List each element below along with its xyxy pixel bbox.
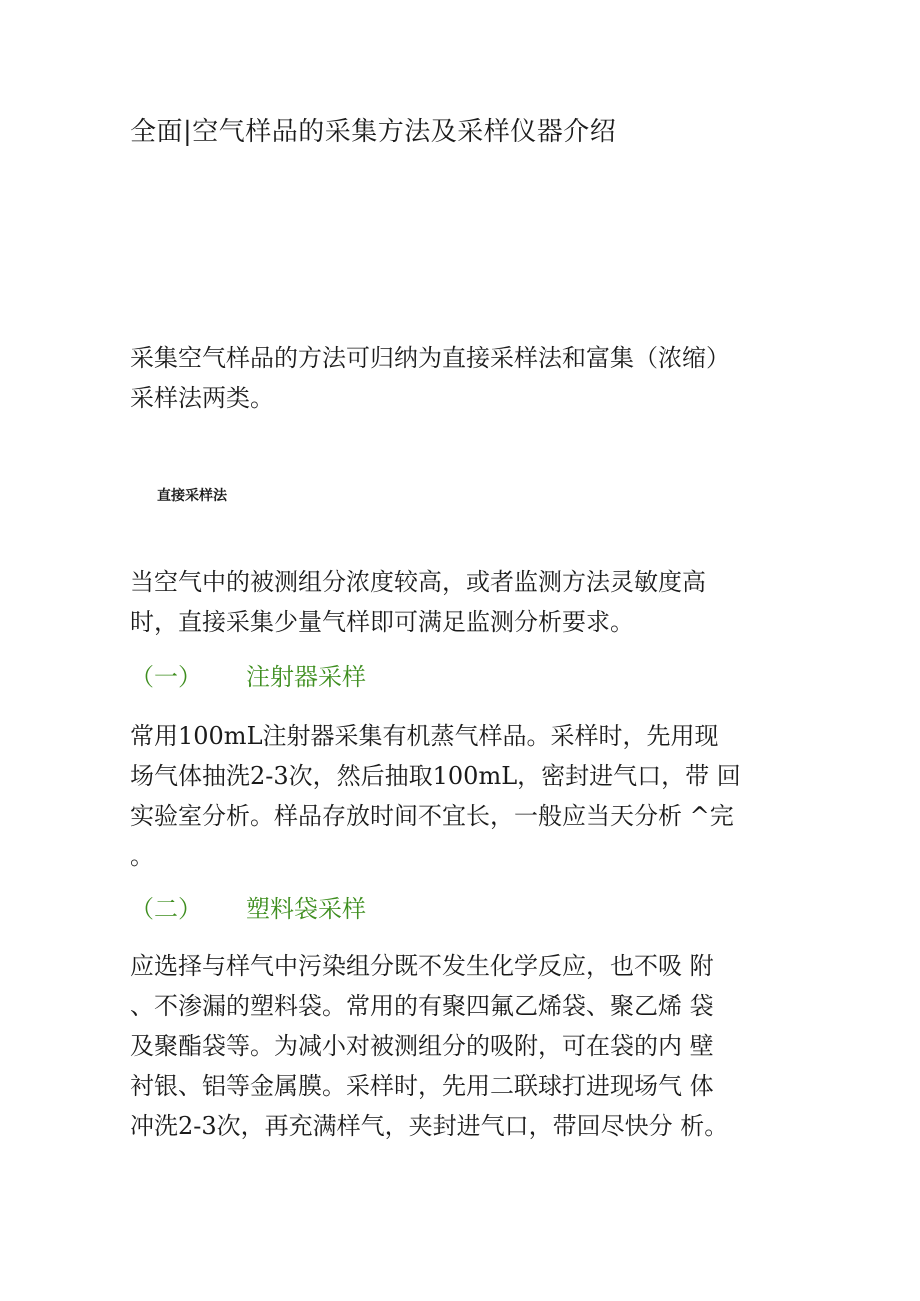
intro-line: 采集空气样品的方法可归纳为直接采样法和富集（浓缩） (130, 344, 730, 372)
paragraph-line: 。 (130, 842, 154, 870)
plastic-bag-sampling-paragraph (130, 946, 795, 1146)
paragraph-line: 衬银、铝等金属膜。采样时，先用二联球打进现场气 体 (130, 1072, 714, 1100)
section-number: （二） (130, 895, 202, 923)
syringe-sampling-paragraph (130, 716, 795, 876)
section-heading-syringe (130, 659, 366, 695)
paragraph-line: 、不渗漏的塑料袋。常用的有聚四氟乙烯袋、聚乙烯 袋 (130, 992, 714, 1020)
section-heading-text: 塑料袋采样 (246, 895, 366, 923)
document-title: 全面|空气样品的采集方法及采样仪器介绍 (130, 117, 617, 147)
section-heading-text: 注射器采样 (246, 663, 366, 691)
paragraph-line: 常用100mL注射器采集有机蒸气样品。采样时，先用现 (130, 722, 719, 750)
paragraph-line: 及聚酯袋等。为减小对被测组分的吸附，可在袋的内 壁 (130, 1032, 714, 1060)
paragraph-line: 场气体抽洗2-3次，然后抽取100mL，密封进气口，带 回 (130, 762, 741, 790)
section-number: （一） (130, 663, 202, 691)
direct-sampling-label: 直接采样法 (157, 488, 227, 504)
paragraph-line: 当空气中的被测组分浓度较高，或者监测方法灵敏度高 (130, 568, 706, 596)
section-heading-plastic-bag (130, 891, 366, 927)
paragraph-line: 冲洗2-3次，再充满样气，夹封进气口，带回尽快分 析。 (130, 1112, 729, 1140)
paragraph-line: 时，直接采集少量气样即可满足监测分析要求。 (130, 608, 634, 636)
intro-line: 采样法两类。 (130, 384, 274, 412)
paragraph-line: 实验室分析。样品存放时间不宜长，一般应当天分析 ^完 (130, 802, 734, 830)
paragraph-line: 应选择与样气中污染组分既不发生化学反应，也不吸 附 (130, 952, 714, 980)
intro-paragraph (130, 338, 795, 418)
direct-sampling-paragraph (130, 562, 795, 642)
